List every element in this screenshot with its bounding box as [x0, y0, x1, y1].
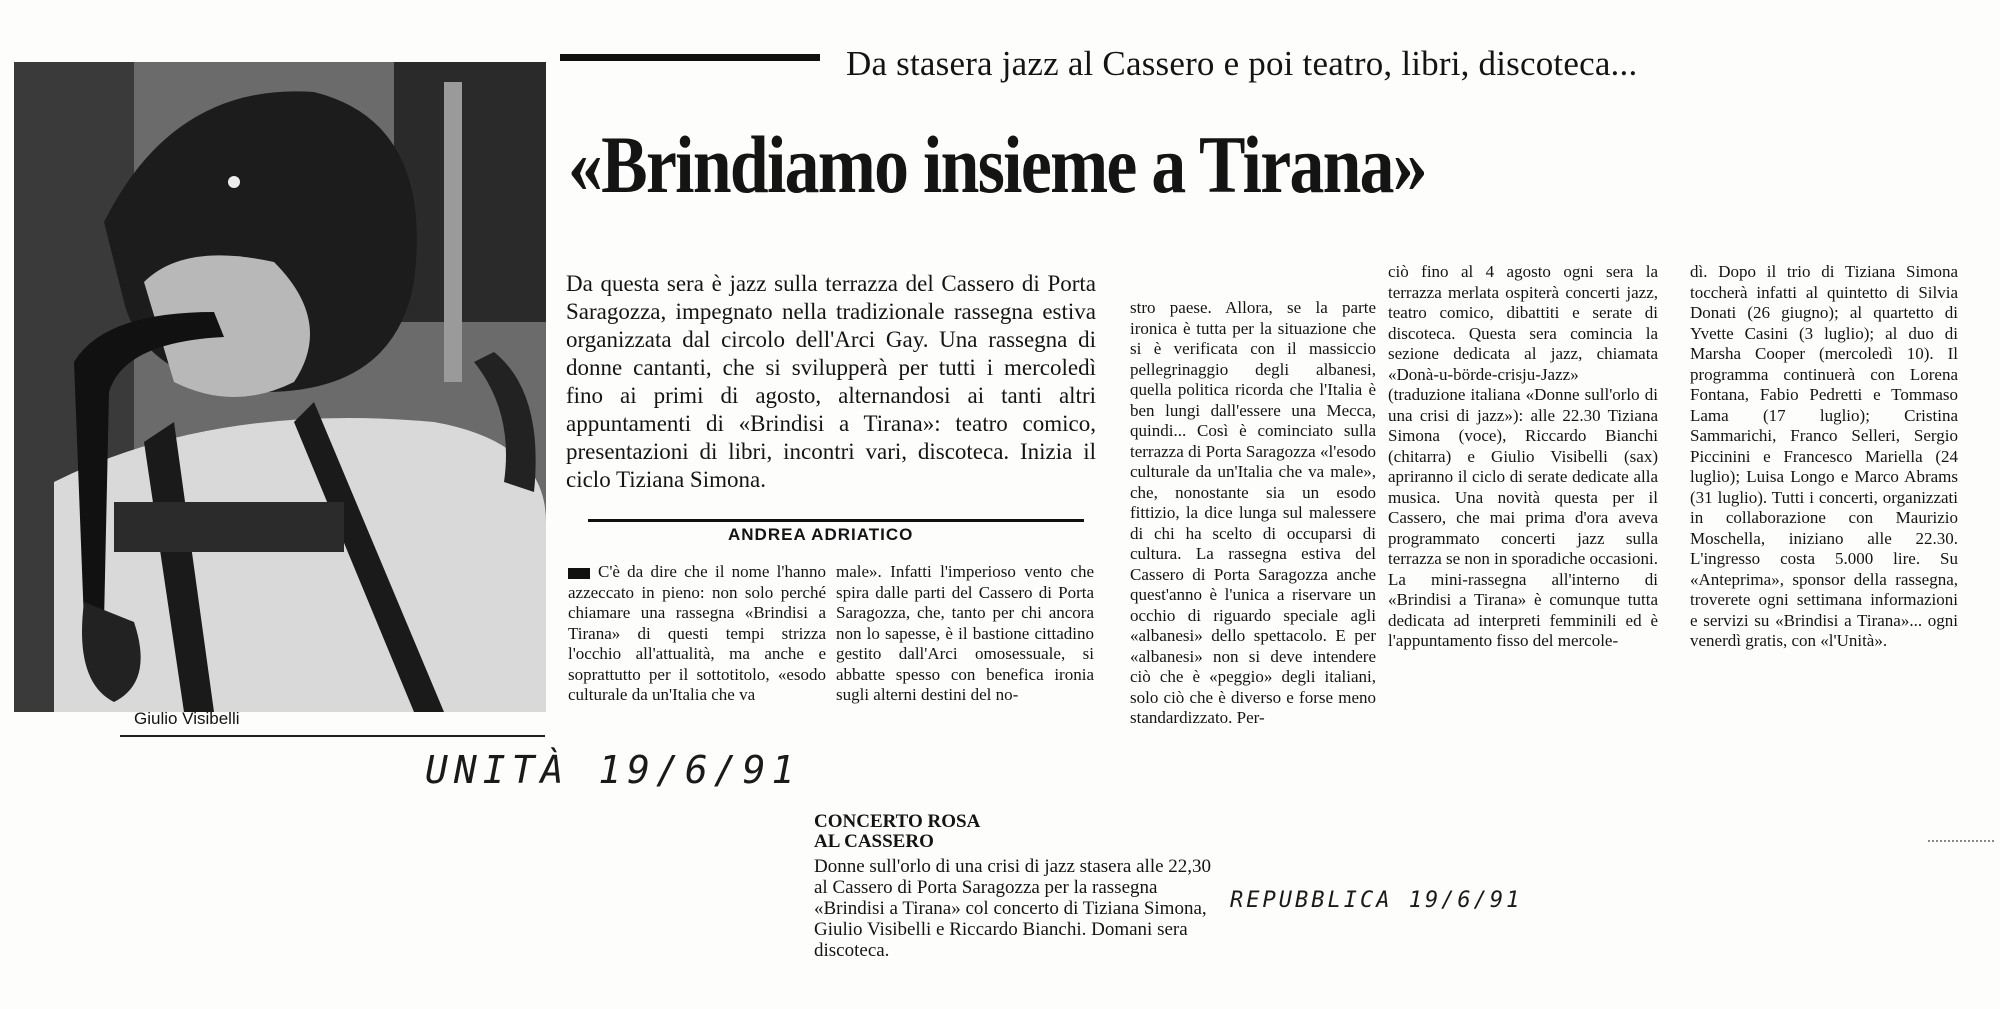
clipping2-title-line-2: AL CASSERO	[814, 831, 934, 852]
kicker-rule	[560, 54, 820, 61]
lead-paragraph: Da questa sera è jazz sulla terrazza del Cassero di Porta Saragozza, impegnato nella tradizionale rassegna estiva organizzata dal circolo dell'Arci Gay. Una rassegna di donne cantanti, che si svilupperà per tutti i mercoledì fino ai primi di agosto, alternandosi ai tanti altri appuntamenti di «Brindisi a Tirana»: teatro comico, presentazioni di libri, incontri vari, discoteca. Inizia il ciclo Tiziana Simona.	[566, 271, 1096, 492]
headline: «Brindiamo insieme a Tirana»	[568, 119, 1426, 210]
clipping2-title	[814, 812, 980, 852]
byline: ANDREA ADRIATICO	[728, 525, 914, 544]
photo-caption: Giulio Visibelli	[134, 709, 240, 728]
body-column-4: ciò fino al 4 agosto ogni sera la terrazza merlata ospiterà concerti jazz, teatro comico, dibattiti e serate di discoteca. Questa sera comincia la sezione dedicata al jazz, chiamata «Donà-u-börde-crisju-Jazz» (traduzione italiana «Donne sull'orlo di una crisi di jazz»): alle 22.30 Tiziana Simona (voce), Riccardo Bianchi (chitarra) e Giulio Visibelli (sax) apriranno il ciclo di serate dedicate alla musica. Una novità questa per il Cassero, che mai prima d'ora aveva programmato concerti jazz sulla terrazza se non in sporadiche occasioni. La mini-rassegna all'interno di «Brindisi a Tirana» è comunque tutta dedicata ad interpreti femminili ed è l'appuntamento fisso del mercole-	[1388, 262, 1658, 650]
body-column-1: C'è da dire che il nome l'hanno azzeccato in pieno: non solo perché chiamare una rassegna «Brindisi a Tirana» di questi tempi strizza l'occhio all'attualità, ma anche e soprattutto per il sottotitolo, «esodo culturale da un'Italia che va	[568, 562, 826, 704]
caption-rule	[120, 735, 545, 737]
handwritten-source-note: UNITÀ 19/6/91	[425, 748, 801, 792]
body-column-2: male». Infatti l'imperioso vento che spira dalle parti del Cassero di Porta Saragozza, che, tanto per chi ancora non lo sapesse, è il bastione cittadino gestito dall'Arci omosessuale, si abbatte spesso con benefica ironia sugli alterni destini del no-	[836, 562, 1094, 704]
clipping2-text: Donne sull'orlo di una crisi di jazz stasera alle 22,30 al Cassero di Porta Saragozza per la rassegna «Brindisi a Tirana» col concerto di Tiziana Simona, Giulio Visibelli e Riccardo Bianchi. Domani sera discoteca.	[814, 856, 1212, 961]
author-rule	[588, 519, 1084, 522]
saxophonist-photo	[14, 62, 546, 712]
kicker: Da stasera jazz al Cassero e poi teatro, libri, discoteca...	[846, 44, 1638, 83]
scan-artifact	[1928, 840, 1994, 844]
body-column-3: stro paese. Allora, se la parte ironica è tutta per la situazione che si è verificata con il massiccio pellegrinaggio degli albanesi, quella politica ricorda che l'Italia è ben lungi dall'essere una Mecca, quindi... Così è cominciato sulla terrazza di Porta Saragozza «l'esodo culturale da un'Italia che va male», che, nonostante sia un esodo fittizio, la dice lunga sul malessere di chi ha scelto di occuparsi di cultura. La rassegna estiva del Cassero di Porta Saragozza anche quest'anno è l'unica a riservare un occhio di riguardo speciale agli «albanesi» dello spettacolo. E per «albanesi» non si deve intendere ciò che è «peggio» degli italiani, solo ciò che è diverso e forse meno standardizzato. Per-	[1130, 298, 1376, 727]
handwritten-source-note-2: REPUBBLICA 19/6/91	[1230, 888, 1523, 913]
body-column-5: dì. Dopo il trio di Tiziana Simona toccherà infatti al quintetto di Silvia Donati (26 giugno); al quartetto di Yvette Casini (3 luglio); al duo di Marsha Cooper (mercoledì 10). Il programma continuerà con Lorena Fontana, Fabio Pedretti e Tommaso Lama (17 luglio); Cristina Sammarichi, Franco Selleri, Sergio Piccinini e Francesco Mariella (24 luglio); Luisa Longo e Marco Abrams (31 luglio). Tutti i concerti, organizzati in collaborazione con Maurizio Moschella, iniziano alle 22.30. L'ingresso costa 5.000 lire. Su «Anteprima», sponsor della rassegna, troverete ogni settimana informazioni e servizi su «Brindisi a Tirana»... ogni venerdì gratis, con «l'Unità».	[1690, 262, 1958, 650]
clipping2-title-line-1: CONCERTO ROSA	[814, 811, 981, 832]
